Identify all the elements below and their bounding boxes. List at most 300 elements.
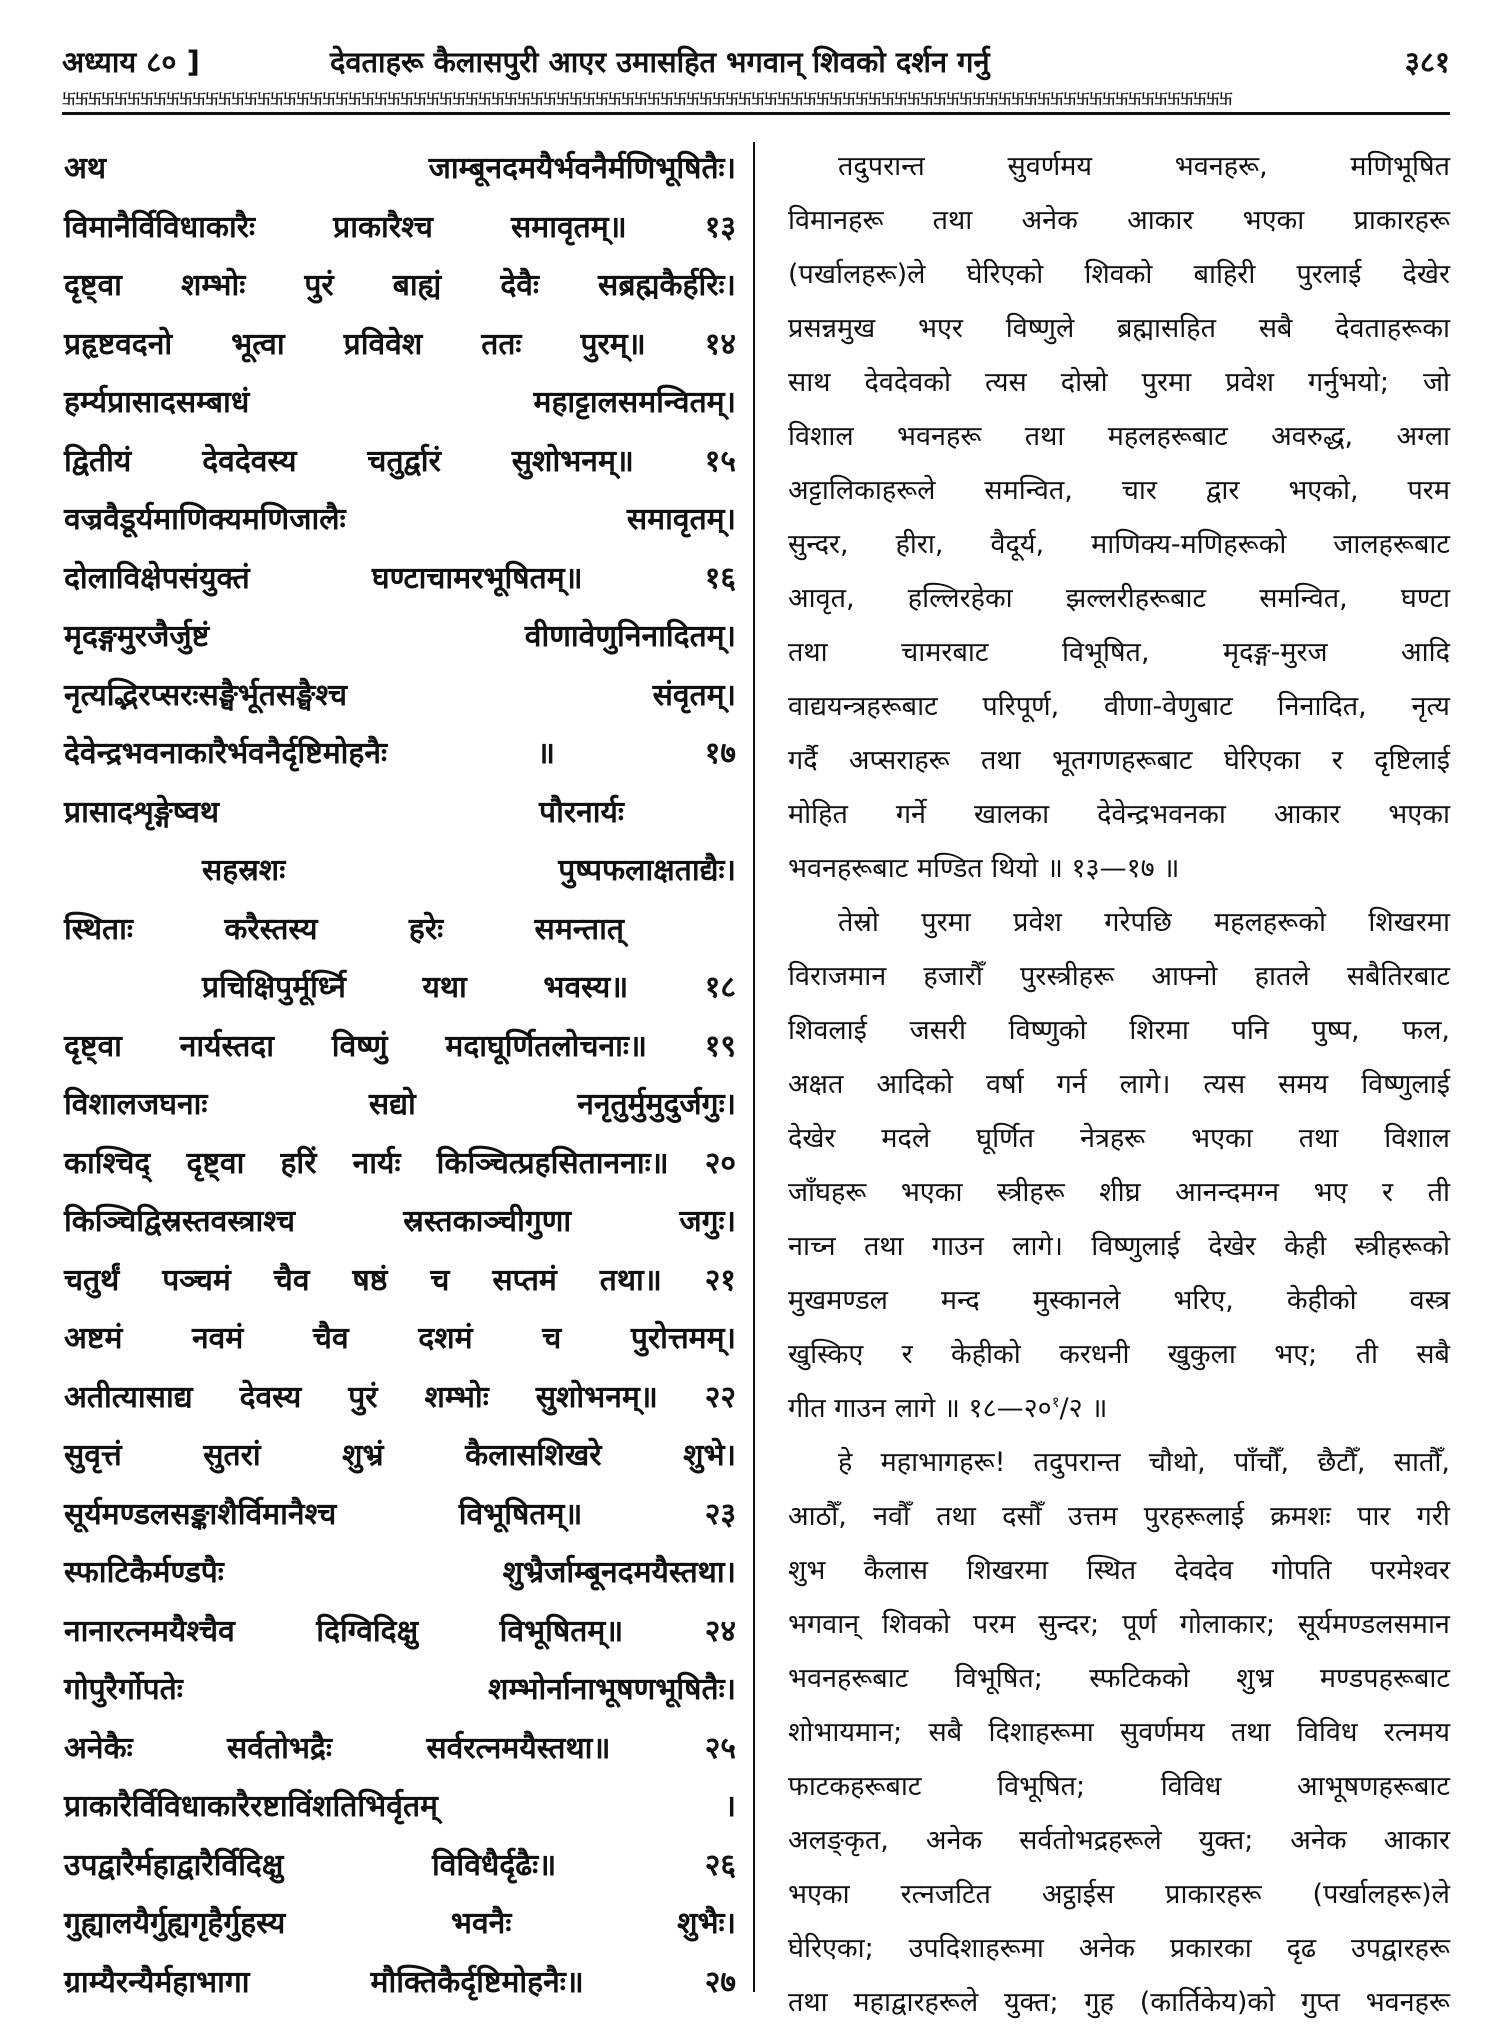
word: समय <box>1278 1069 1329 1100</box>
word: अग्ला <box>1396 421 1450 452</box>
verse-line <box>64 1544 736 1603</box>
translation-line <box>788 1814 1450 1868</box>
word: ब्रह्मासहित <box>1117 313 1217 344</box>
running-header <box>62 42 1450 86</box>
word: सर्वतोभद्रैः <box>227 1730 332 1766</box>
word: शोभायमान; <box>788 1717 903 1748</box>
word: शीघ्र <box>1099 1177 1141 1208</box>
translation-line <box>788 1382 1450 1436</box>
word: १७ <box>704 736 736 771</box>
word: सबै <box>1258 313 1293 344</box>
word: अनेक <box>1078 1933 1136 1964</box>
verse-line <box>64 1310 736 1369</box>
word: दशमं <box>418 1321 473 1356</box>
word: तदुपरान्त <box>1033 1447 1121 1478</box>
word: घेरिएको <box>966 259 1044 290</box>
word: गुह्यालयैर्गुह्यगृहैर्गुहस्य <box>64 1906 286 1941</box>
word: वज्रवैडूर्यमाणिक्यमणिजालैः <box>64 502 346 537</box>
verse-line <box>64 1486 736 1545</box>
header-rule <box>62 112 1450 115</box>
verse-line <box>64 1837 736 1896</box>
translation-line <box>788 1598 1450 1652</box>
word: २३ <box>704 1496 736 1532</box>
word: तथा <box>788 637 828 668</box>
word: भए; <box>1274 1339 1318 1370</box>
word: घण्टाचामरभूषितम्॥ <box>371 560 583 596</box>
word: गाउन <box>931 1231 984 1262</box>
word: छैटौँ, <box>1317 1447 1366 1478</box>
word: शम्भोः <box>180 268 246 303</box>
word: शम्भोर्नानाभूषणभूषितैः। <box>488 1672 736 1707</box>
word: २२ <box>704 1379 736 1415</box>
word: भएका <box>788 1879 850 1910</box>
word: च <box>430 1262 450 1298</box>
word: अनेक <box>1021 205 1078 236</box>
word: तथा <box>1024 421 1065 452</box>
word: अक्षत <box>788 1069 844 1100</box>
word: प्रवेश <box>1225 367 1274 398</box>
translation-line <box>788 1706 1450 1760</box>
word: विशाल <box>788 421 854 452</box>
word: आनन्दमग्न <box>1175 1177 1280 1208</box>
translation-line <box>788 626 1450 680</box>
word: महाट्टालसमन्वितम्। <box>533 385 736 420</box>
word: मदाघूर्णितलोचनाः॥ <box>445 1028 647 1064</box>
word: देवस्य <box>239 1379 302 1415</box>
word: देवेन्द्रभवनाकारैर्भवनैर्दृष्टिमोहनैः <box>64 736 388 771</box>
verse-line <box>64 1720 736 1779</box>
word: शिवको <box>881 1609 951 1640</box>
word: २६ <box>704 1847 736 1883</box>
word: प्रासादशृङ्गेष्वथ <box>64 794 220 830</box>
word: पुरं <box>348 1379 378 1415</box>
word: भएको, <box>1288 475 1359 506</box>
word: भएर <box>918 313 963 344</box>
word: संवृतम्। <box>652 677 736 713</box>
word: गुप्त <box>1300 1987 1340 2018</box>
word: त्यस <box>985 367 1027 398</box>
word: विभूषितम्॥ <box>458 1496 583 1532</box>
translation-line <box>788 1652 1450 1706</box>
word: समावृतम्। <box>626 502 736 537</box>
translation-line <box>788 140 1450 194</box>
word: सूर्यमण्डलसमान <box>1297 1609 1450 1640</box>
word: स्फाटिकैर्मण्डपैः <box>64 1555 224 1590</box>
word: प्रचिक्षिपुर्मूर्ध्नि <box>202 970 346 1005</box>
word: नेत्रहरू <box>1079 1123 1146 1154</box>
word: आफ्नो <box>1151 961 1218 992</box>
word: जगुः। <box>679 1204 736 1239</box>
word: ती <box>1427 1177 1450 1208</box>
word: भवनहरू <box>897 421 982 452</box>
word: सुवृत्तं <box>64 1438 122 1473</box>
word: १४ <box>704 326 736 362</box>
word: पुरमा <box>1141 367 1192 398</box>
word: पुष्प, <box>1311 1015 1360 1046</box>
word: वर्षा <box>985 1069 1024 1100</box>
verse-line <box>64 1661 736 1720</box>
word: १६ <box>704 560 736 596</box>
translation-line <box>788 1328 1450 1382</box>
word: हातले <box>1254 961 1310 992</box>
word: ग्राम्यैरन्यैर्महाभागा <box>64 1964 250 2000</box>
word: सुन्दर, <box>788 529 849 560</box>
word: र <box>1331 745 1343 776</box>
word: सुवर्णमय <box>1007 151 1093 182</box>
word: दृष्ट्वा <box>64 1028 122 1064</box>
word: तेस्रो <box>838 907 879 938</box>
word: अनेक <box>925 1825 983 1856</box>
word: तदुपरान्त <box>838 151 925 182</box>
translation-line <box>788 1112 1450 1166</box>
word: परिपूर्ण, <box>982 691 1060 722</box>
word: गर्दै <box>788 745 818 776</box>
word: महाद्वारहरूले <box>853 1987 979 2018</box>
word: जालहरूबाट <box>1333 529 1450 560</box>
word: तथा <box>932 205 973 236</box>
translation-line <box>788 1922 1450 1976</box>
word: प्राकारहरू <box>1353 205 1450 236</box>
word: विविध <box>1296 1717 1358 1748</box>
word: दसौँ <box>1002 1501 1042 1532</box>
word: गोलाकार; <box>1179 1609 1276 1640</box>
word: परम <box>1407 475 1450 506</box>
word: चार <box>1121 475 1157 506</box>
word: नवौँ <box>873 1501 911 1532</box>
word: माणिक्य-मणिहरूको <box>1091 529 1287 560</box>
word: हल्लिरहेका <box>907 583 1013 614</box>
word: परम <box>972 1609 1016 1640</box>
word: अलङ्कृत, <box>788 1825 889 1856</box>
word: घेरिएका <box>1223 745 1301 776</box>
word: सुशोभनम्॥ <box>535 1379 658 1415</box>
word: विविध <box>1160 1771 1222 1802</box>
word: सबैतिरबाट <box>1346 961 1450 992</box>
word: तथा <box>981 745 1021 776</box>
word: पार <box>1357 1501 1391 1532</box>
word: आकार <box>1127 205 1194 236</box>
word: सद्यो <box>368 1087 416 1122</box>
word: नार्यः <box>352 1145 401 1181</box>
word: प्रवेश <box>1013 907 1062 938</box>
translation-line: भवनहरूबाट मण्डित थियो ॥ १३—१७ ॥ <box>788 853 1180 884</box>
chapter-label: अध्याय ८० ] <box>62 45 200 79</box>
word: सर्वरत्नमयैस्तथा॥ <box>426 1730 611 1766</box>
verse-line <box>64 374 736 433</box>
word: कैलासशिखरे <box>465 1438 602 1473</box>
word: उपदिशाहरूमा <box>908 1933 1044 1964</box>
translation-line <box>788 1760 1450 1814</box>
word: सब्रह्मकैर्हरिः। <box>598 268 736 303</box>
word: दृढ <box>1286 1933 1317 1964</box>
word: स्थित <box>1086 1555 1137 1586</box>
word: निनादित, <box>1277 691 1367 722</box>
word: सातौँ, <box>1393 1447 1450 1478</box>
word: दोलाविक्षेपसंयुक्तं <box>64 560 250 596</box>
word: युक्त; <box>1003 1987 1059 2018</box>
word: तथा <box>788 1987 828 2018</box>
word: आदिको <box>876 1069 954 1100</box>
word: दृष्ट्वा <box>64 268 122 303</box>
translation-line <box>788 1166 1450 1220</box>
page-number: ३८१ <box>1404 45 1450 79</box>
word: चतुर्द्वारं <box>367 443 441 479</box>
word: मन्द <box>940 1285 980 1316</box>
translation-line <box>788 680 1450 734</box>
verse-line <box>64 550 736 609</box>
word: अनेक <box>1290 1825 1347 1856</box>
translation-line <box>788 572 1450 626</box>
word: । <box>724 1789 736 1824</box>
word: यथा <box>422 970 467 1005</box>
verse-line <box>64 901 624 960</box>
verse-line <box>64 1778 736 1837</box>
word: षष्ठं <box>352 1262 388 1298</box>
verse-line <box>64 1193 736 1252</box>
verse-line <box>64 1427 736 1486</box>
chapter-title: देवताहरू कैलासपुरी आएर उमासहित भगवान् शिवको दर्शन गर्नु <box>330 45 990 79</box>
word: महलहरूको <box>1214 907 1326 938</box>
verse-line <box>64 1252 736 1311</box>
translation-line <box>788 1544 1450 1598</box>
word: विष्णुलाई <box>1091 1231 1181 1262</box>
word: त्यस <box>1203 1069 1246 1100</box>
word: ततः <box>481 326 522 362</box>
word: पुरोत्तमम्। <box>630 1321 736 1356</box>
word: देवताहरूका <box>1335 313 1450 344</box>
word: केहीको <box>1286 1285 1357 1316</box>
word: घूर्णित <box>976 1123 1035 1154</box>
word: ॥ <box>536 736 555 771</box>
word: महाभागहरू! <box>880 1447 1006 1478</box>
word: भवनहरू <box>1365 1987 1450 2018</box>
word: सर्वतोभद्रहरूले <box>1019 1825 1162 1856</box>
word: गरेपछि <box>1104 907 1172 938</box>
word: स्त्रीहरू <box>997 1177 1065 1208</box>
word: विष्णुले <box>1005 313 1075 344</box>
word: शुभ <box>788 1555 826 1586</box>
word: प्रविवेश <box>343 326 423 362</box>
word: जो <box>1422 367 1450 398</box>
word: हे <box>838 1447 853 1478</box>
word: प्राकारहरू <box>1165 1879 1262 1910</box>
fraction-denominator: /२ <box>1059 1393 1083 1424</box>
translation-line <box>788 1976 1450 2030</box>
word: १५ <box>704 443 736 479</box>
word: गोपुरैर्गोपतेः <box>64 1672 183 1707</box>
verse-line <box>64 1603 736 1662</box>
word: केहीको <box>950 1339 1021 1370</box>
word: पाँचौँ, <box>1233 1447 1290 1478</box>
translation-line <box>788 1004 1450 1058</box>
word: (पर्खालहरू)ले <box>788 259 926 290</box>
word: केही <box>1284 1231 1327 1262</box>
word: सप्तमं <box>492 1262 557 1298</box>
word: बाह्यं <box>392 268 442 303</box>
word: महलहरूबाट <box>1107 421 1228 452</box>
word: दिशाहरूमा <box>988 1717 1094 1748</box>
word: पञ्चमं <box>162 1262 231 1298</box>
word: पौरनार्यः <box>539 794 624 830</box>
verse-line <box>64 1076 736 1135</box>
word: तथा <box>1298 1123 1339 1154</box>
word: अवरुद्ध, <box>1271 421 1354 452</box>
word: भवनहरूबाट <box>788 1663 909 1694</box>
word: वीणा-वेणुबाट <box>1103 691 1233 722</box>
word: उपद्वारैर्महाद्वारैर्विदिक्षु <box>64 1847 284 1883</box>
word: गुह <box>1084 1987 1114 2018</box>
word: गर्न <box>1056 1069 1087 1100</box>
word: गरी <box>1416 1501 1450 1532</box>
word: खुस्किए <box>788 1339 864 1370</box>
verse-line <box>64 257 736 316</box>
word: तथा <box>1230 1717 1271 1748</box>
word: प्रहृष्टवदनो <box>64 326 173 362</box>
translation-line <box>788 464 1450 518</box>
word: दृष्टिलाई <box>1374 745 1450 776</box>
word: किञ्चिद्विस्रस्तवस्त्राश्च <box>64 1204 296 1239</box>
word: विमानहरू <box>788 205 884 236</box>
translation-line <box>788 788 1450 842</box>
word: विशाल <box>1384 1123 1450 1154</box>
word: घण्टा <box>1400 583 1450 614</box>
word: २१ <box>704 1262 736 1298</box>
word: भए <box>1313 1177 1348 1208</box>
word: १३ <box>704 209 736 245</box>
word: नृत्य <box>1411 691 1450 722</box>
word: पूर्ण <box>1122 1609 1157 1640</box>
word: आकार <box>1383 1825 1450 1856</box>
word: शुभे। <box>683 1438 736 1473</box>
word: सुवर्णमय <box>1120 1717 1205 1748</box>
word: विष्णुलाई <box>1361 1069 1450 1100</box>
word: शिखरमा <box>1368 907 1450 938</box>
word: स्थिताः <box>64 911 133 947</box>
word: ती <box>1355 1339 1378 1370</box>
word: पुष्पफलाक्षताद्यैः। <box>558 853 736 888</box>
word: देवदेवस्य <box>202 443 297 479</box>
word: शिखरमा <box>966 1555 1049 1586</box>
word: शम्भोः <box>424 1379 489 1415</box>
word: खुकुला <box>1167 1339 1236 1370</box>
word: उपद्वारहरू <box>1350 1933 1450 1964</box>
verse-line <box>64 1895 736 1954</box>
verse-line <box>64 959 736 1018</box>
word: भवस्य॥ <box>543 970 629 1005</box>
word: विराजमान <box>788 961 887 992</box>
word: चैव <box>273 1262 310 1298</box>
translation-line <box>788 302 1450 356</box>
word: जाम्बूनदमयैर्भवनैर्मणिभूषितैः। <box>428 151 736 186</box>
word: हरेः <box>408 911 444 947</box>
word: समन्वित, <box>1259 583 1348 614</box>
word: देखेर <box>1402 259 1450 290</box>
word: किञ्चित्प्रहसिताननाः॥ <box>436 1145 669 1181</box>
word: गर्ने <box>895 799 927 830</box>
word: मणिभूषित <box>1350 151 1450 182</box>
word: खालका <box>974 799 1050 830</box>
translation-line <box>788 1868 1450 1922</box>
word: विमानैर्विविधाकारैः <box>64 209 256 245</box>
word: पुरमा <box>921 907 971 938</box>
word: बाहिरी <box>1193 259 1256 290</box>
verse-line <box>64 199 736 258</box>
word: हर्म्यप्रासादसम्बाधं <box>64 385 250 420</box>
word: अतीत्यासाद्य <box>64 1379 193 1415</box>
verse-line <box>64 1369 736 1428</box>
word: दोस्रो <box>1060 367 1108 398</box>
word: मृदङ्ग-मुरज <box>1223 637 1328 668</box>
word: नार्यस्तदा <box>179 1028 274 1064</box>
verse-line <box>64 608 736 667</box>
word: भएका <box>1242 205 1305 236</box>
word: तथा <box>863 1231 904 1262</box>
word: जाँघहरू <box>788 1177 867 1208</box>
word: भरिए, <box>1173 1285 1234 1316</box>
word: प्रकारका <box>1169 1933 1252 1964</box>
word: गर्नुभयो; <box>1308 367 1389 398</box>
ornamental-border: 卐卐卐卐卐卐卐卐卐卐卐卐卐卐卐卐卐卐卐卐卐卐卐卐卐卐卐卐卐卐卐卐卐卐卐卐卐卐卐卐卐卐卐卐卐卐卐卐卐卐卐卐卐卐卐卐卐卐卐卐卐卐卐卐卐卐卐卐卐卐卐卐卐卐卐卐卐卐卐卐卐卐卐卐卐卐卐卐卐卐 <box>62 92 1232 108</box>
word: मुखमण्डल <box>788 1285 888 1316</box>
word: साथ <box>788 367 831 398</box>
word: स्त्रीहरूको <box>1354 1231 1450 1262</box>
word: शुभैः। <box>677 1906 736 1941</box>
word: भूतगणहरूबाट <box>1052 745 1193 776</box>
word: ननृतुर्मुमुदुर्जगुः। <box>577 1087 736 1122</box>
word: हीरा, <box>895 529 944 560</box>
word: जसरी <box>909 1015 966 1046</box>
word: मदले <box>881 1123 931 1154</box>
verse-line <box>64 784 624 843</box>
translation-line <box>788 1274 1450 1328</box>
word: काश्चिद् <box>64 1145 151 1181</box>
word: सुशोभनम्॥ <box>511 443 634 479</box>
word: देवेन्द्रभवनका <box>1097 799 1226 830</box>
word: चैव <box>312 1321 349 1356</box>
word: नाच्न <box>788 1231 836 1262</box>
fraction-numerator: १ <box>1051 1393 1060 1411</box>
word: आभूषणहरूबाट <box>1296 1771 1450 1802</box>
word: पुरलाई <box>1296 259 1362 290</box>
word: शुभ्रैर्जाम्बूनदमयैस्तथा। <box>502 1555 736 1590</box>
word: र <box>901 1339 913 1370</box>
word: अट्ठाईस <box>1041 1879 1115 1910</box>
word: र <box>1382 1177 1394 1208</box>
word: वीणावेणुनिनादितम्। <box>524 619 736 654</box>
word: करधनी <box>1059 1339 1130 1370</box>
word: मृदङ्गमुरजैर्जुष्टं <box>64 619 210 654</box>
word: विभूषित; <box>954 1663 1043 1694</box>
word: समन्तात् <box>534 911 624 947</box>
word: (पर्खालहरू)ले <box>1312 1879 1450 1910</box>
word: विशालजघनाः <box>64 1087 208 1122</box>
word: मोहित <box>788 799 848 830</box>
word: पुरहरूलाई <box>1143 1501 1244 1532</box>
word: भगवान् <box>788 1609 860 1640</box>
verse-line <box>64 491 736 550</box>
word: स्फटिकको <box>1089 1663 1190 1694</box>
verse-line <box>64 140 736 199</box>
word: शिरमा <box>1129 1015 1189 1046</box>
word: करैस्तस्य <box>224 911 318 947</box>
verse-line <box>64 842 736 901</box>
word: च <box>542 1321 562 1356</box>
word: तथा॥ <box>599 1262 662 1298</box>
word: २७ <box>704 1964 736 2000</box>
word: युक्त; <box>1198 1825 1254 1856</box>
word: सुतरां <box>203 1438 261 1473</box>
word: अनेकैः <box>64 1730 133 1766</box>
